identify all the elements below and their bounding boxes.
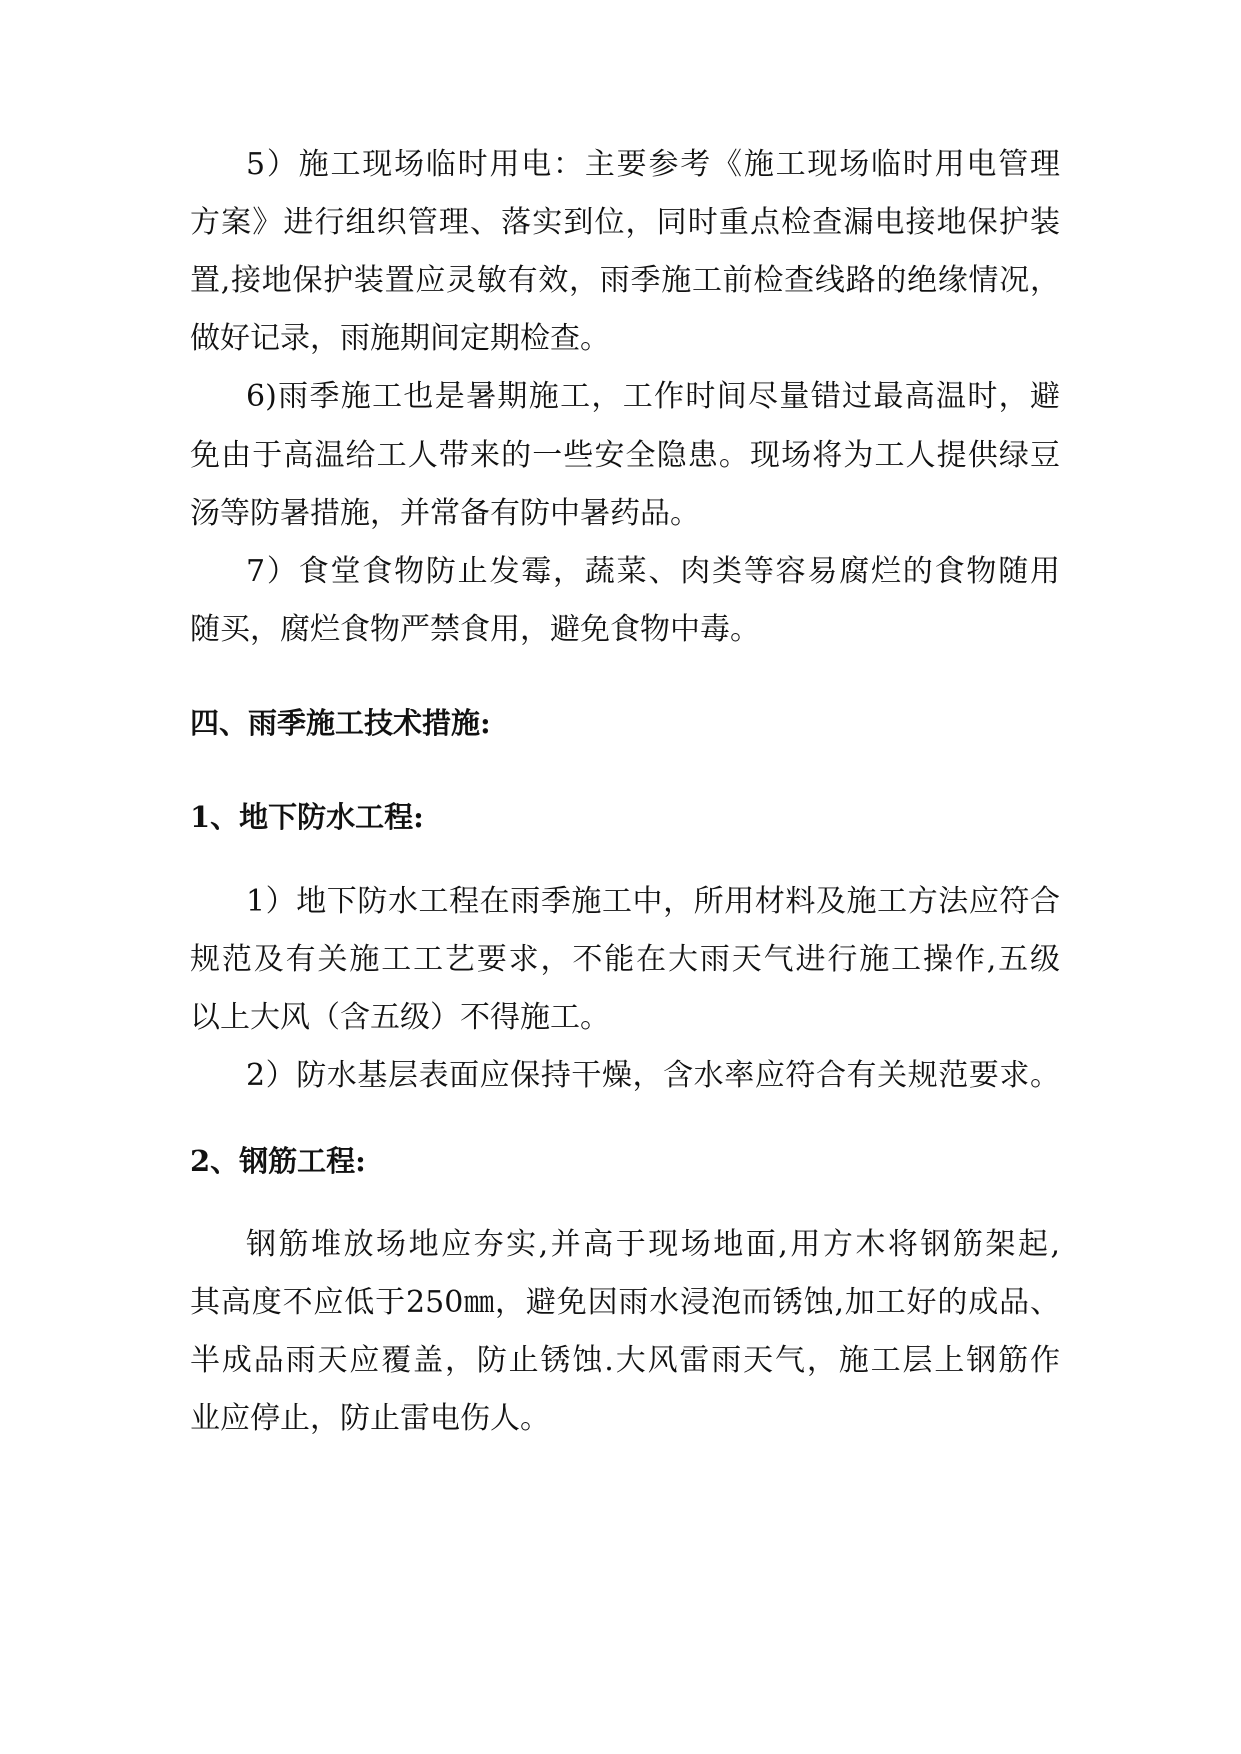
paragraph-line: 做好记录，雨施期间定期检查。 bbox=[190, 321, 610, 356]
paragraph-line: 随买，腐烂食物严禁食用，避免食物中毒。 bbox=[190, 612, 760, 647]
subsection-heading: 2、钢筋工程: bbox=[190, 1144, 366, 1178]
paragraph-line: 规范及有关施工工艺要求，不能在大雨天气进行施工操作,五级 bbox=[190, 942, 1060, 977]
paragraph-line: 方案》进行组织管理、落实到位，同时重点检查漏电接地保护装 bbox=[190, 205, 1060, 240]
paragraph-line: 其高度不应低于250㎜，避免因雨水浸泡而锈蚀,加工好的成品、 bbox=[190, 1285, 1060, 1320]
paragraph-line: 置,接地保护装置应灵敏有效，雨季施工前检查线路的绝缘情况， bbox=[190, 263, 1060, 298]
paragraph-line: 1）地下防水工程在雨季施工中，所用材料及施工方法应符合 bbox=[246, 884, 1060, 919]
paragraph-line: 汤等防暑措施，并常备有防中暑药品。 bbox=[190, 496, 700, 531]
section-heading: 四、雨季施工技术措施: bbox=[190, 706, 491, 740]
paragraph-line: 7）食堂食物防止发霉，蔬菜、肉类等容易腐烂的食物随用 bbox=[246, 554, 1060, 589]
paragraph-line: 免由于高温给工人带来的一些安全隐患。现场将为工人提供绿豆 bbox=[190, 438, 1060, 473]
paragraph-line: 钢筋堆放场地应夯实,并高于现场地面,用方木将钢筋架起, bbox=[246, 1227, 1060, 1262]
paragraph-line: 5）施工现场临时用电：主要参考《施工现场临时用电管理 bbox=[246, 147, 1060, 182]
paragraph-line: 半成品雨天应覆盖，防止锈蚀.大风雷雨天气，施工层上钢筋作 bbox=[190, 1343, 1060, 1378]
paragraph-line: 以上大风（含五级）不得施工。 bbox=[190, 1000, 610, 1035]
subsection-heading: 1、地下防水工程: bbox=[190, 800, 424, 834]
paragraph-line: 2）防水基层表面应保持干燥，含水率应符合有关规范要求。 bbox=[246, 1058, 1060, 1093]
paragraph-line: 6)雨季施工也是暑期施工，工作时间尽量错过最高温时，避 bbox=[246, 379, 1060, 414]
paragraph-line: 业应停止，防止雷电伤人。 bbox=[190, 1401, 550, 1436]
